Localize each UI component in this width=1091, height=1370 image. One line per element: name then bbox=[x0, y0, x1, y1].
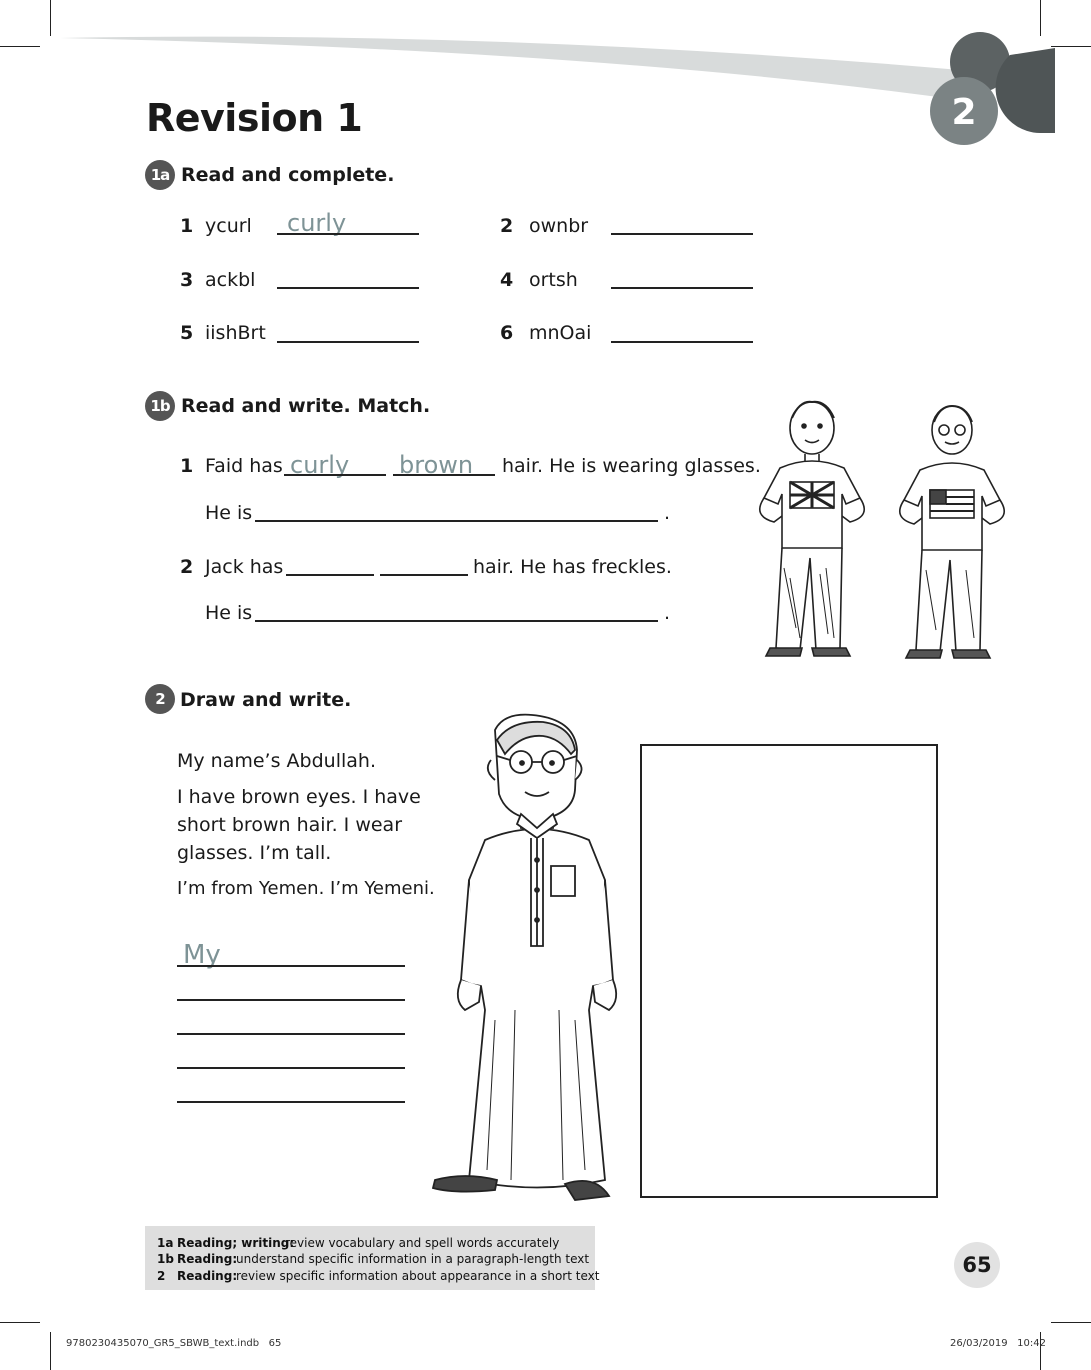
scrambled-word: ownbr bbox=[529, 215, 589, 237]
writing-line[interactable] bbox=[177, 999, 405, 1001]
answer-line[interactable] bbox=[393, 474, 495, 476]
sentence-prefix: Jack has bbox=[205, 556, 284, 578]
sentence-end: . bbox=[664, 602, 671, 624]
instruction-1a: Read and complete. bbox=[181, 164, 395, 186]
sentence-suffix: hair. He is wearing glasses. bbox=[502, 455, 761, 477]
print-slug-file: 9780230435070_GR5_SBWB_text.indb 65 bbox=[66, 1338, 282, 1349]
answer-text: My bbox=[183, 940, 221, 970]
footer-description: review vocabulary and spell words accurately bbox=[285, 1236, 560, 1250]
answer-line[interactable] bbox=[611, 287, 753, 289]
scrambled-word: ackbl bbox=[205, 269, 256, 291]
answer-line[interactable] bbox=[255, 620, 658, 622]
item-number: 2 bbox=[180, 556, 194, 578]
answer-line[interactable] bbox=[284, 474, 386, 476]
answer-line[interactable] bbox=[611, 233, 753, 235]
item-number: 3 bbox=[180, 269, 194, 291]
footer-code: 2 bbox=[157, 1269, 166, 1283]
scrambled-word: ycurl bbox=[205, 215, 252, 237]
scrambled-word: iishBrt bbox=[205, 322, 266, 344]
writing-line[interactable] bbox=[177, 1067, 405, 1069]
sentence-end: . bbox=[664, 502, 671, 524]
print-slug-date: 26/03/2019 10:42 bbox=[950, 1338, 1046, 1349]
answer-text: brown bbox=[399, 451, 474, 479]
he-is-label: He is bbox=[205, 502, 253, 524]
he-is-label: He is bbox=[205, 602, 253, 624]
drawing-box[interactable] bbox=[640, 744, 938, 1198]
answer-line[interactable] bbox=[380, 574, 468, 576]
badge-1b: 1b bbox=[145, 391, 175, 421]
footer-skill: Reading: bbox=[177, 1252, 238, 1266]
footer-skill: Reading; writing: bbox=[177, 1236, 295, 1250]
answer-line[interactable] bbox=[611, 341, 753, 343]
writing-line[interactable] bbox=[177, 965, 405, 967]
footer-description: understand specific information in a paragraph-length text bbox=[236, 1252, 590, 1266]
text-paragraph: I’m from Yemen. I’m Yemeni. bbox=[177, 878, 435, 899]
item-number: 1 bbox=[180, 455, 194, 477]
scrambled-word: ortsh bbox=[529, 269, 578, 291]
item-number: 5 bbox=[180, 322, 194, 344]
footer-code: 1b bbox=[157, 1252, 174, 1266]
footer-skill: Reading: bbox=[177, 1269, 238, 1283]
answer-line[interactable] bbox=[255, 520, 658, 522]
footer-description: review specific information about appearance in a short text bbox=[236, 1269, 600, 1283]
answer-line[interactable] bbox=[277, 233, 419, 235]
answer-line[interactable] bbox=[286, 574, 374, 576]
item-number: 1 bbox=[180, 215, 194, 237]
instruction-1b: Read and write. Match. bbox=[181, 395, 431, 417]
badge-1a: 1a bbox=[145, 160, 175, 190]
page-number: 65 bbox=[954, 1242, 1000, 1288]
answer-line[interactable] bbox=[277, 341, 419, 343]
text-paragraph: I have brown eyes. I have short brown hair. I wear glasses. I’m tall. bbox=[177, 786, 421, 864]
sentence-suffix: hair. He has freckles. bbox=[473, 556, 672, 578]
scrambled-word: mnOai bbox=[529, 322, 592, 344]
answer-text: curly bbox=[287, 209, 347, 237]
instruction-2: Draw and write. bbox=[180, 689, 352, 711]
sentence-prefix: Faid has bbox=[205, 455, 283, 477]
page-title: Revision 1 bbox=[146, 96, 363, 140]
answer-line[interactable] bbox=[277, 287, 419, 289]
writing-line[interactable] bbox=[177, 1033, 405, 1035]
item-number: 2 bbox=[500, 215, 514, 237]
item-number: 4 bbox=[500, 269, 514, 291]
footer-code: 1a bbox=[157, 1236, 174, 1250]
item-number: 6 bbox=[500, 322, 514, 344]
badge-2: 2 bbox=[145, 684, 175, 714]
text-paragraph: My name’s Abdullah. bbox=[177, 750, 376, 772]
answer-text: curly bbox=[290, 451, 350, 479]
two-boys-illustration bbox=[750, 398, 1015, 668]
boy-in-thobe-illustration bbox=[425, 710, 625, 1205]
unit-number: 2 bbox=[951, 92, 977, 133]
writing-line[interactable] bbox=[177, 1101, 405, 1103]
